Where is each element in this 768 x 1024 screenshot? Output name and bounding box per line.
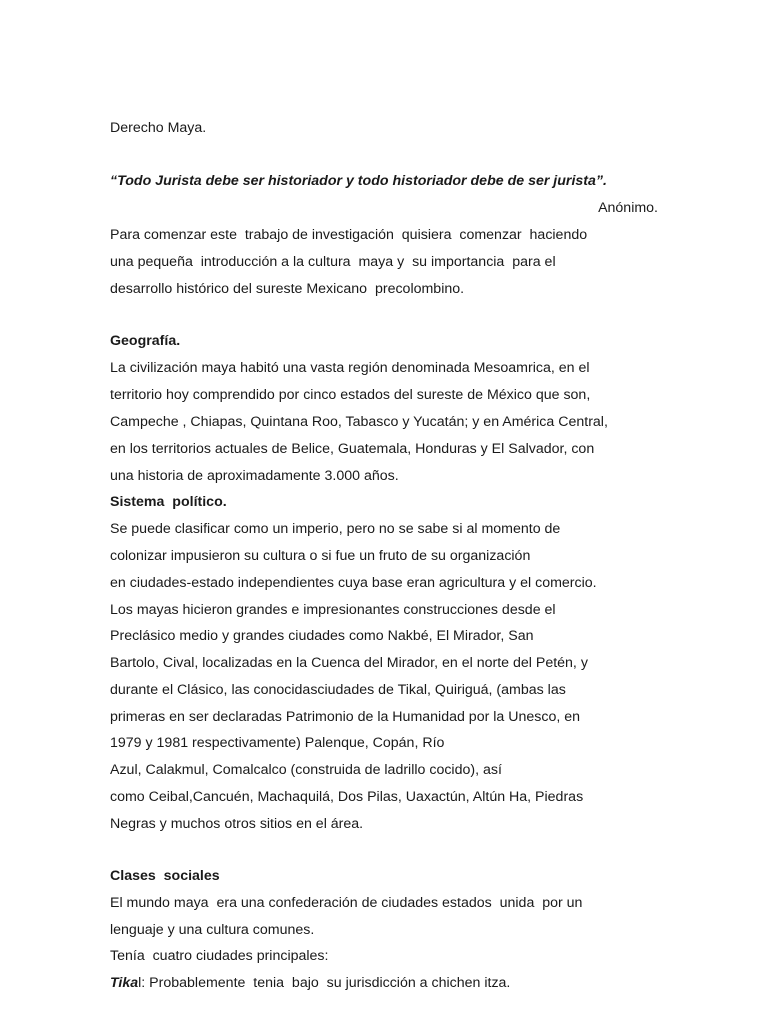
paragraph-line: Los mayas hicieron grandes e impresionantes construcciones desde el — [110, 602, 556, 618]
paragraph-line: en los territorios actuales de Belice, Guatemala, Honduras y El Salvador, con — [110, 441, 595, 457]
paragraph-line: Bartolo, Cival, localizadas en la Cuenca del Mirador, en el norte del Petén, y — [110, 655, 588, 671]
paragraph-line: Tenía cuatro ciudades principales: — [110, 948, 329, 964]
paragraph-line: Se puede clasificar como un imperio, pero no se sabe si al momento de — [110, 521, 561, 537]
section-heading-clases-sociales: Clases sociales — [110, 868, 220, 884]
epigraph-author: Anónimo. — [598, 200, 658, 216]
paragraph-line: como Ceibal,Cancuén, Machaquilá, Dos Pilas, Uaxactún, Altún Ha, Piedras — [110, 789, 584, 805]
paragraph-line: durante el Clásico, las conocidasciudades de Tikal, Quiriguá, (ambas las — [110, 682, 566, 698]
paragraph-line: Negras y muchos otros sitios en el área. — [110, 816, 364, 832]
paragraph-line: Azul, Calakmul, Comalcalco (construida de ladrillo cocido), así — [110, 762, 502, 778]
paragraph-line: en ciudades-estado independientes cuya base eran agricultura y el comercio. — [110, 575, 597, 591]
epigraph-quote: “Todo Jurista debe ser historiador y todo historiador debe de ser jurista”. — [110, 173, 607, 189]
paragraph-line: lenguaje y una cultura comunes. — [110, 922, 315, 938]
paragraph-line: una pequeña introducción a la cultura maya y su importancia para el — [110, 254, 556, 270]
paragraph-line: La civilización maya habitó una vasta región denominada Mesoamrica, en el — [110, 360, 590, 376]
paragraph-line: una historia de aproximadamente 3.000 años. — [110, 468, 399, 484]
section-heading-geografia: Geografía. — [110, 333, 181, 349]
tikal-description: l: Probablemente tenia bajo su jurisdicción a chichen itza. — [138, 975, 511, 991]
paragraph-line: primeras en ser declaradas Patrimonio de la Humanidad por la Unesco, en — [110, 709, 581, 725]
paragraph-line: desarrollo histórico del sureste Mexicano precolombino. — [110, 281, 465, 297]
paragraph-line: Preclásico medio y grandes ciudades como Nakbé, El Mirador, San — [110, 628, 534, 644]
paragraph-line: El mundo maya era una confederación de ciudades estados unida por un — [110, 895, 583, 911]
city-name-tikal: Tika — [110, 975, 139, 991]
paragraph-line: colonizar impusieron su cultura o si fue un fruto de su organización — [110, 548, 531, 564]
paragraph-line-tikal — [110, 974, 510, 992]
paragraph-line: territorio hoy comprendido por cinco estados del sureste de México que son, — [110, 387, 591, 403]
section-heading-sistema-politico: Sistema político. — [110, 494, 227, 510]
paragraph-line: Campeche , Chiapas, Quintana Roo, Tabasco y Yucatán; y en América Central, — [110, 414, 608, 430]
paragraph-line: 1979 y 1981 respectivamente) Palenque, Copán, Río — [110, 735, 445, 751]
document-title: Derecho Maya. — [110, 120, 207, 136]
paragraph-line: Para comenzar este trabajo de investigación quisiera comenzar haciendo — [110, 227, 588, 243]
